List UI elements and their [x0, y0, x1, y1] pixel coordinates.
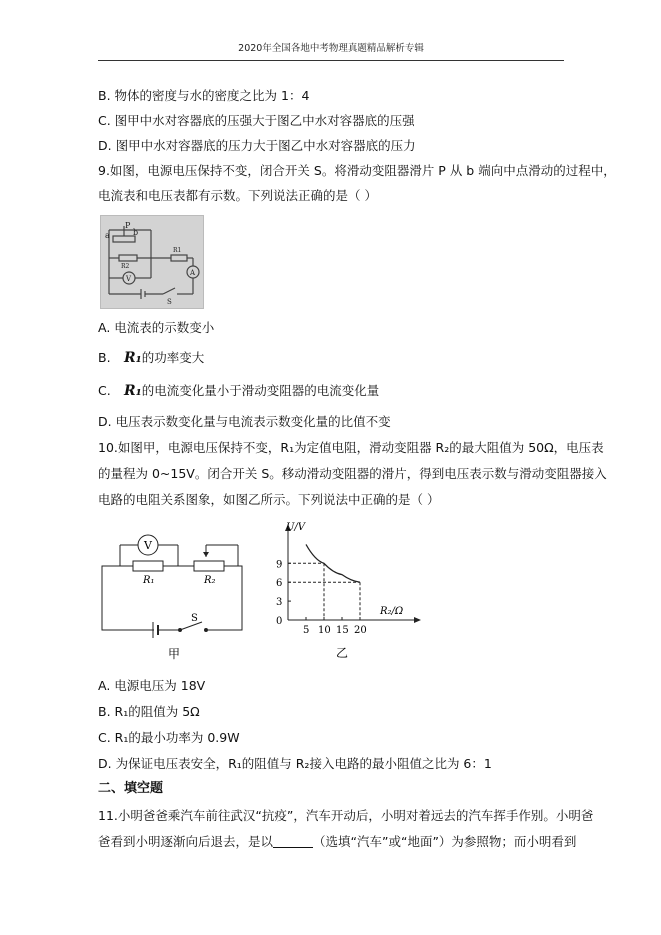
- q9-fig-label-s: S: [167, 298, 172, 306]
- q8-option-b: B. 物体的密度与水的密度之比为 1：4: [98, 88, 310, 103]
- q10-stem-line3: 电路的电阻关系图象，如图乙所示。下列说法中正确的是（ ）: [98, 492, 440, 507]
- q9-fig-label-r1: R1: [173, 247, 182, 254]
- q9-fig-label-r2: R2: [121, 263, 130, 270]
- q10-graph: [262, 520, 422, 665]
- q9-option-c: [98, 383, 379, 399]
- q10-option-c: C. R₁的最小功率为 0.9W: [98, 730, 240, 745]
- q9-option-b-letter: B.: [98, 350, 111, 365]
- q10-circuit-label-s: S: [191, 613, 198, 624]
- q9-fig-label-b: b: [133, 228, 139, 237]
- q9-option-c-symbol: R₁: [124, 383, 142, 399]
- graph-xtick-0: 5: [303, 625, 310, 636]
- q9-fig-label-v: V: [126, 275, 132, 283]
- q9-stem-line2: 电流表和电压表都有示数。下列说法正确的是（ ）: [98, 188, 377, 203]
- graph-xtick-2: 15: [336, 625, 349, 636]
- q10-option-a: A. 电源电压为 18V: [98, 678, 206, 693]
- graph-ytick-3: 0: [276, 616, 283, 627]
- q10-circuit-caption: 甲: [168, 647, 181, 660]
- q9-option-c-letter: C.: [98, 383, 111, 398]
- q9-option-a: A. 电流表的示数变小: [98, 320, 215, 335]
- q11-line2: [98, 834, 576, 850]
- q11-line2-part1: 爸看到小明逐渐向后退去，是以: [98, 834, 274, 849]
- q9-circuit-figure: [100, 215, 204, 309]
- graph-ytick-0: 9: [276, 559, 283, 571]
- q10-stem-line1: 10.如图甲，电源电压保持不变，R₁为定值电阻，滑动变阻器 R₂的最大阻值为 50Ω，电压表: [98, 440, 604, 455]
- q9-fig-label-p: P: [125, 221, 131, 230]
- q9-fig-label-a: a: [105, 231, 110, 240]
- q10-option-b: B. R₁的阻值为 5Ω: [98, 704, 200, 719]
- q11-line1: 11.小明爸爸乘汽车前往武汉“抗疫”，汽车开动后，小明对着远去的汽车挥手作别。小明爸: [98, 808, 594, 823]
- graph-xtick-3: 20: [354, 625, 367, 636]
- q8-option-d: D. 图甲中水对容器底的压力大于图乙中水对容器底的压力: [98, 138, 416, 153]
- q9-option-b-symbol: R₁: [124, 350, 142, 366]
- q9-option-d: D. 电压表示数变化量与电流表示数变化量的比值不变: [98, 414, 391, 429]
- graph-ytick-2: 3: [276, 597, 283, 609]
- graph-ylabel: U/V: [286, 522, 306, 533]
- q11-answer-blank[interactable]: [273, 835, 313, 848]
- q9-option-b: [98, 350, 204, 366]
- q10-stem-line2: 的量程为 0~15V。闭合开关 S。移动滑动变阻器的滑片，得到电压表示数与滑动变阻器接入: [98, 466, 607, 481]
- q11-line2-part2: （选填“汽车”或“地面”）为参照物；而小明看到: [313, 834, 577, 849]
- q9-fig-label-a-meter: A: [190, 269, 196, 277]
- graph-xlabel: R₂/Ω: [380, 606, 404, 617]
- q8-option-c: C. 图甲中水对容器底的压强大于图乙中水对容器底的压强: [98, 113, 415, 128]
- graph-xtick-1: 10: [318, 625, 331, 636]
- q9-option-b-text: 的功率变大: [141, 350, 205, 365]
- q10-circuit-figure: [98, 525, 248, 660]
- q10-circuit-label-v: V: [144, 539, 152, 552]
- q10-option-d: D. 为保证电压表安全，R₁的阻值与 R₂接入电路的最小阻值之比为 6：1: [98, 756, 492, 771]
- page-header: 2020年全国各地中考物理真题精品解析专辑: [98, 40, 564, 61]
- q10-circuit-label-r2: R₂: [204, 575, 216, 586]
- q9-stem-line1: 9.如图，电源电压保持不变，闭合开关 S。将滑动变阻器滑片 P 从 b 端向中点滑动的过程中，: [98, 163, 616, 178]
- graph-ytick-1: 6: [276, 578, 283, 590]
- q10-circuit-label-r1: R₁: [143, 575, 155, 586]
- section2-title: 二、填空题: [98, 781, 164, 796]
- q9-option-c-text: 的电流变化量小于滑动变阻器的电流变化量: [141, 383, 380, 398]
- graph-caption: 乙: [336, 646, 349, 660]
